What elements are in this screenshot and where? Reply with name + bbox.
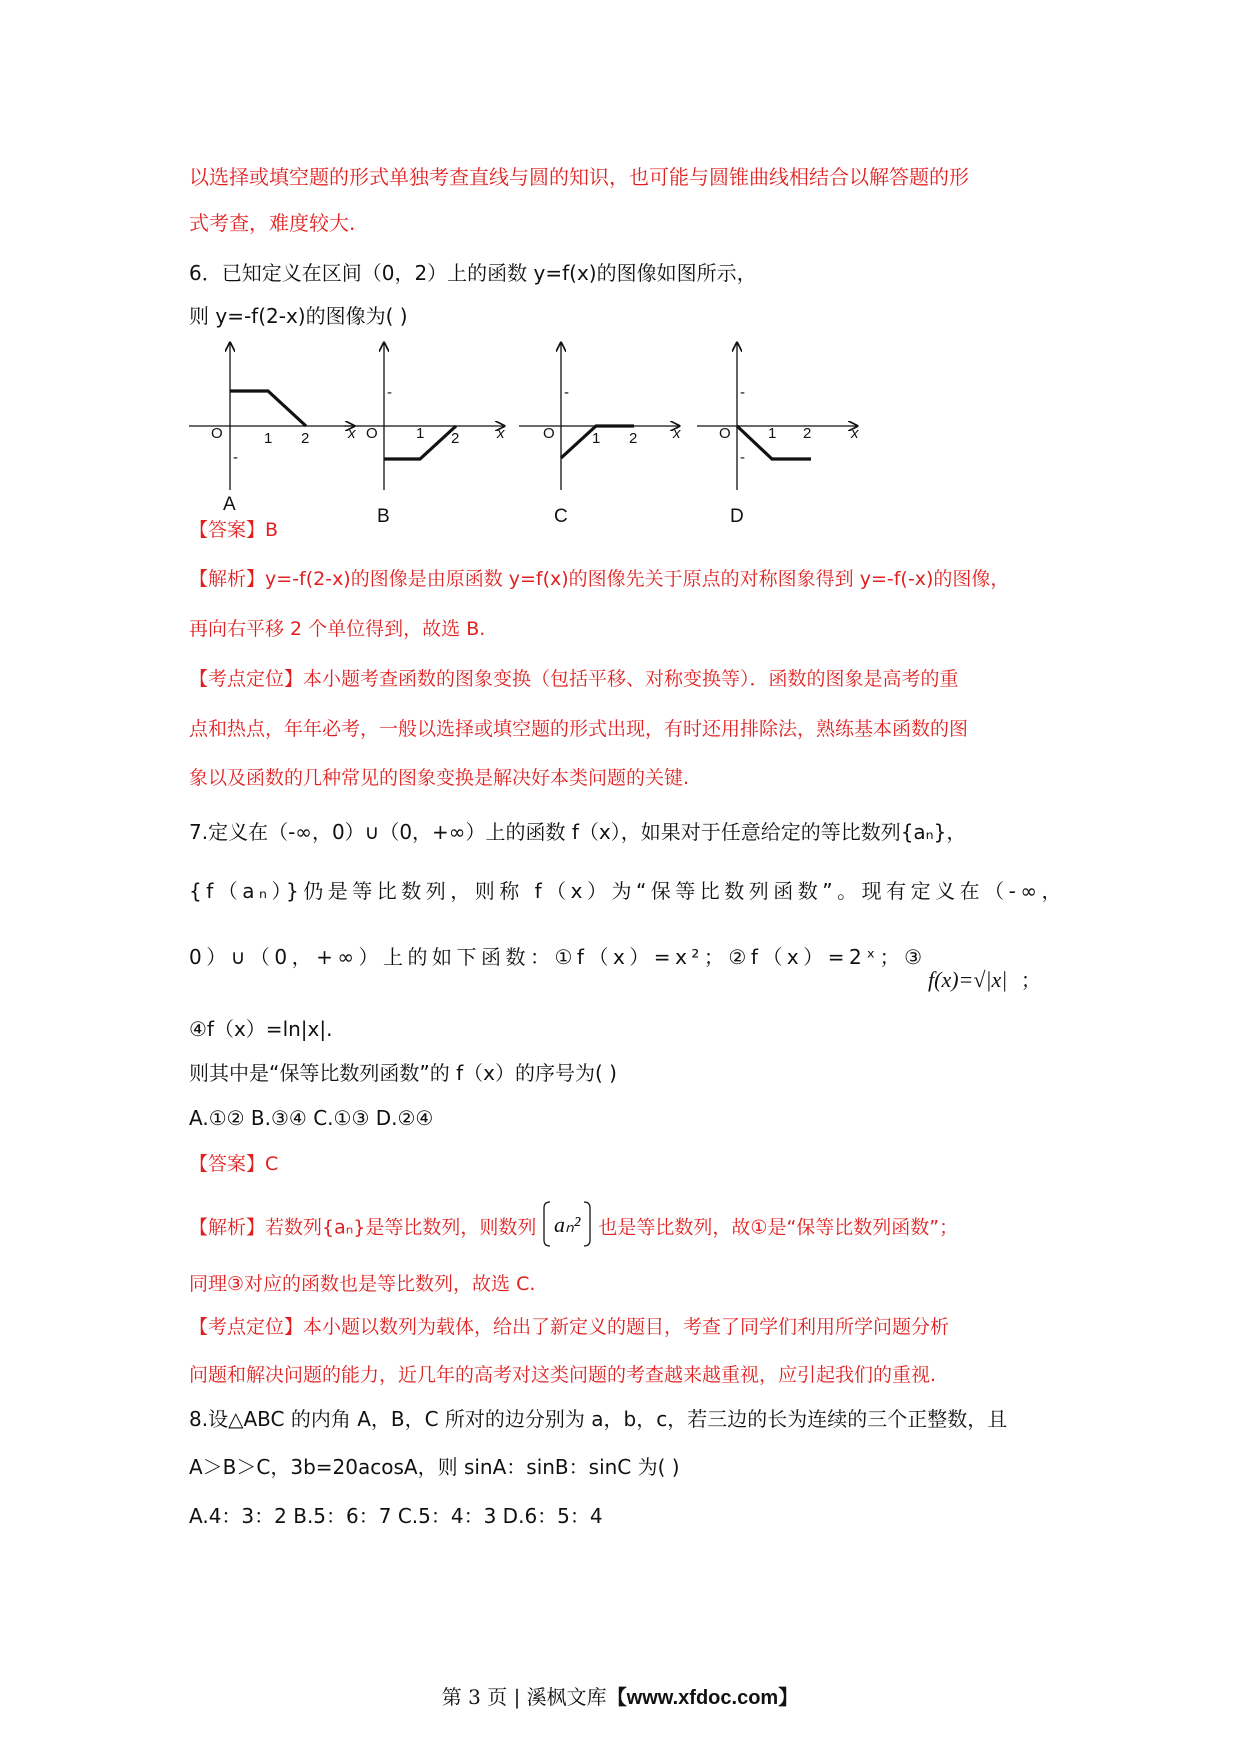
graph-a-tick-1: 1 bbox=[264, 430, 273, 447]
graph-d bbox=[697, 343, 859, 527]
graph-a bbox=[189, 343, 356, 515]
graph-b-label: B bbox=[377, 506, 390, 527]
question-6-answer: 【答案】B bbox=[189, 519, 279, 541]
formula-3-text: f(x)=√|x| bbox=[928, 967, 1008, 992]
question-6-analysis-line-1: 【解析】y=-f(2-x)的图像是由原函数 y=f(x)的图像先关于原点的对称图象得到 y=-f(-x)的图像， bbox=[189, 568, 1010, 590]
question-7-stem-line-5: 则其中是“保等比数列函数”的 f（x）的序号为( ) bbox=[189, 1061, 617, 1085]
graph-b bbox=[344, 343, 505, 527]
question-6-point-line-2: 点和热点，年年必考，一般以选择或填空题的形式出现，有时还用排除法，熟练基本函数的图 bbox=[189, 718, 969, 740]
question-7-answer: 【答案】C bbox=[189, 1153, 279, 1175]
graph-b-x-label: x bbox=[497, 425, 505, 442]
question-6-point-line-1: 【考点定位】本小题考查函数的图象变换（包括平移、对称变换等）．函数的图象是高考的重 bbox=[189, 668, 959, 690]
question-6-stem-line-2: 则 y=-f(2-x)的图像为( ) bbox=[189, 304, 408, 328]
graph-b-tick-1: 1 bbox=[416, 425, 425, 442]
graph-d-tick-2: 2 bbox=[803, 425, 812, 442]
page-footer bbox=[0, 1681, 1240, 1710]
question-7-stem-line-3: 0）∪（0，+∞）上的如下函数：①f（x）=x²；②f（x）=2ˣ；③ bbox=[189, 945, 927, 969]
graph-a-tick-2: 2 bbox=[301, 430, 310, 447]
question-8-stem-line-2: A＞B＞C，3b=20acosA，则 sinA：sinB：sinC 为( ) bbox=[189, 1455, 680, 1479]
graph-b-tick-2: 2 bbox=[451, 430, 460, 447]
question-7-point-line-1: 【考点定位】本小题以数列为载体，给出了新定义的题目，考查了同学们利用所学问题分析 bbox=[189, 1316, 950, 1338]
question-7-analysis-line-2: 同理③对应的函数也是等比数列，故选 C. bbox=[189, 1273, 536, 1295]
graph-d-x-label: x bbox=[851, 425, 859, 442]
graph-a-label: A bbox=[223, 494, 236, 515]
graph-d-minus-tick-low: - bbox=[740, 449, 745, 466]
question-8-stem-line-1: 8.设△ABC 的内角 A，B，C 所对的边分别为 a，b，c，若三边的长为连续的三个正整数，且 bbox=[189, 1407, 1008, 1431]
graph-b-minus-tick: - bbox=[387, 384, 392, 401]
graph-a-origin-label: O bbox=[211, 425, 223, 442]
graph-b-origin-label: O bbox=[366, 425, 378, 442]
question-6-stem-line-1: 6．已知定义在区间（0，2）上的函数 y=f(x)的图像如图所示， bbox=[189, 261, 757, 285]
question-7-stem-line-1: 7.定义在（-∞，0）∪（0，+∞）上的函数 f（x），如果对于任意给定的等比数列{aₙ}， bbox=[189, 820, 967, 844]
question-7-stem-line-4: ④f（x）=ln|x|. bbox=[189, 1017, 333, 1041]
sequence-an-squared-text: aₙ² bbox=[554, 1212, 581, 1237]
formula-3-tail: ； bbox=[1020, 970, 1041, 992]
graphs-svg bbox=[189, 340, 969, 535]
graph-a-curve bbox=[230, 391, 306, 426]
graph-c-x-label: x bbox=[673, 425, 681, 442]
footer-page-info: 第 3 页 | 溪枫文库 bbox=[441, 1685, 607, 1709]
graph-d-origin-label: O bbox=[719, 425, 731, 442]
footer-site-link[interactable]: 【www.xfdoc.com】 bbox=[606, 1687, 799, 1709]
graph-a-x-label: x bbox=[348, 425, 356, 442]
sequence-an-squared bbox=[542, 1198, 592, 1258]
question-7-formula-3 bbox=[928, 964, 1041, 993]
graph-d-label: D bbox=[730, 506, 744, 527]
graph-c bbox=[519, 343, 681, 527]
question-6-point-line-3: 象以及函数的几种常见的图象变换是解决好本类问题的关键. bbox=[189, 767, 690, 789]
question-7-analysis-line-1 bbox=[189, 1198, 958, 1258]
graph-c-label: C bbox=[554, 506, 568, 527]
question-7-stem-line-2: {f（aₙ）}仍是等比数列，则称 f（x）为“保等比数列函数”。现有定义在（-∞， bbox=[189, 879, 1067, 903]
graph-c-minus-tick: - bbox=[564, 384, 569, 401]
question-6-analysis-line-2: 再向右平移 2 个单位得到，故选 B. bbox=[189, 618, 486, 640]
previous-text-line-1: 以选择或填空题的形式单独考查直线与圆的知识，也可能与圆锥曲线相结合以解答题的形 bbox=[189, 165, 969, 189]
graph-c-tick-2: 2 bbox=[629, 430, 638, 447]
analysis-1-part-a: 【解析】若数列{aₙ}是等比数列，则数列 bbox=[189, 1216, 537, 1239]
graph-a-minus-tick: - bbox=[233, 449, 238, 466]
graph-d-minus-tick: - bbox=[740, 384, 745, 401]
question-8-choices: A.4：3：2 B.5：6：7 C.5：4：3 D.6：5：4 bbox=[189, 1504, 603, 1528]
graph-d-tick-1: 1 bbox=[768, 425, 777, 442]
question-6-option-graphs bbox=[189, 340, 969, 535]
previous-text-line-2: 式考查，难度较大. bbox=[189, 211, 356, 235]
analysis-1-part-b: 也是等比数列，故①是“保等比数列函数”； bbox=[598, 1216, 959, 1239]
graph-c-tick-1: 1 bbox=[592, 430, 601, 447]
question-7-point-line-2: 问题和解决问题的能力，近几年的高考对这类问题的考查越来越重视，应引起我们的重视. bbox=[189, 1364, 937, 1386]
question-7-choices: A.①② B.③④ C.①③ D.②④ bbox=[189, 1106, 434, 1130]
graph-c-origin-label: O bbox=[543, 425, 555, 442]
